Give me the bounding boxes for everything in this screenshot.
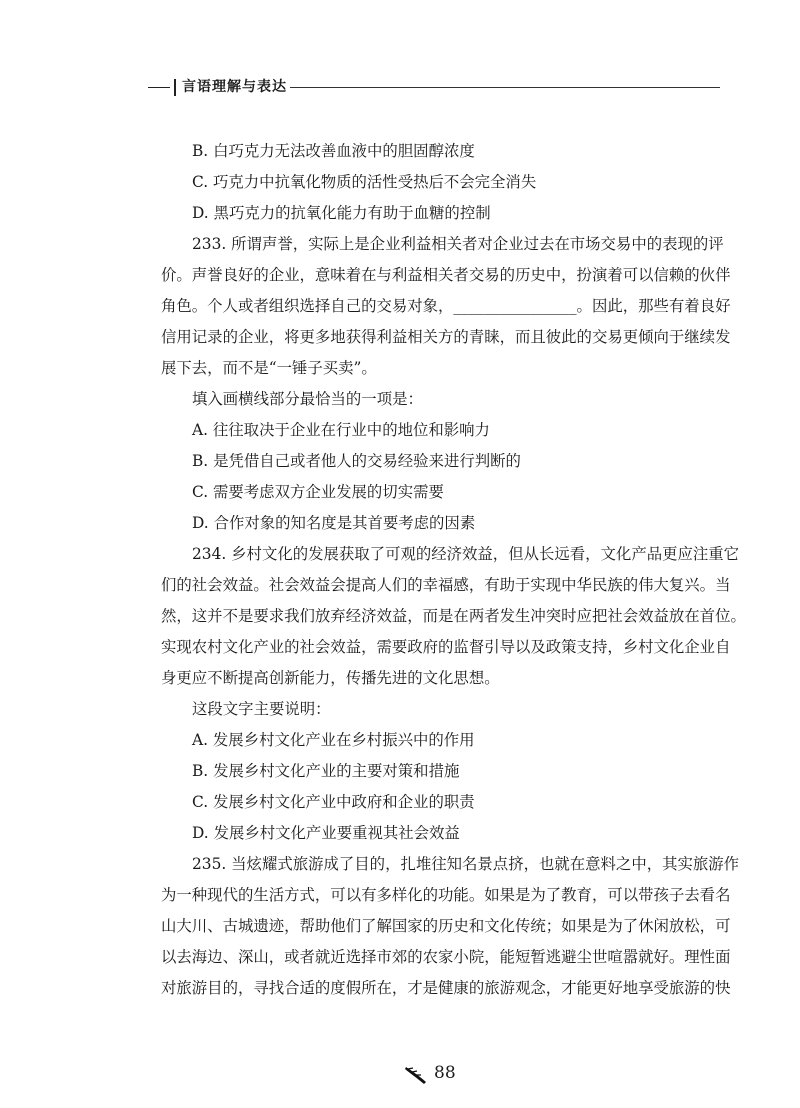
text-line: 山大川、古城遗迹，帮助他们了解国家的历史和文化传统；如果是为了休闲放松，可 bbox=[161, 917, 731, 935]
text-line: 然，这并不是要求我们放弃经济效益，而是在两者发生冲突时应把社会效益放在首位。 bbox=[161, 607, 746, 625]
text-line: 填入画横线部分最恰当的一项是： bbox=[192, 390, 423, 408]
text-line: C. 需要考虑双方企业发展的切实需要 bbox=[192, 483, 444, 501]
text-line: 对旅游目的，寻找合适的度假所在，才是健康的旅游观念，才能更好地享受旅游的快 bbox=[161, 979, 731, 997]
text-line: 233. 所谓声誉，实际上是企业利益相关者对企业过去在市场交易中的表现的评 bbox=[192, 235, 724, 253]
header-divider bbox=[174, 79, 176, 96]
text-line: D. 合作对象的知名度是其首要考虑的因素 bbox=[192, 514, 476, 532]
text-line: B. 是凭借自己或者他人的交易经验来进行判断的 bbox=[192, 452, 521, 470]
text-line: A. 发展乡村文化产业在乡村振兴中的作用 bbox=[192, 731, 475, 749]
text-line: 234. 乡村文化的发展获取了可观的经济效益，但从长远看，文化产品更应注重它 bbox=[192, 545, 740, 563]
page-body bbox=[161, 136, 746, 1004]
text-line: 信用记录的企业，将更多地获得利益相关方的青睐，而且彼此的交易更倾向于继续发 bbox=[161, 328, 731, 346]
text-line: 为一种现代的生活方式，可以有多样化的功能。如果是为了教育，可以带孩子去看名 bbox=[161, 886, 731, 904]
text-line: 实现农村文化产业的社会效益，需要政府的监督引导以及政策支持，乡村文化企业自 bbox=[161, 638, 731, 656]
feather-icon bbox=[404, 1065, 428, 1085]
text-line: C. 发展乡村文化产业中政府和企业的职责 bbox=[192, 793, 475, 811]
header-rule-left bbox=[148, 87, 170, 88]
text-line: 235. 当炫耀式旅游成了目的，扎堆往知名景点挤，也就在意料之中，其实旅游作 bbox=[192, 855, 740, 873]
text-line: 以去海边、深山，或者就近选择市郊的农家小院，能短暂逃避尘世喧嚣就好。理性面 bbox=[161, 948, 731, 966]
text-line: B. 发展乡村文化产业的主要对策和措施 bbox=[192, 762, 460, 780]
text-line: 展下去，而不是“一锤子买卖”。 bbox=[161, 359, 377, 377]
text-line: B. 白巧克力无法改善血液中的胆固醇浓度 bbox=[192, 142, 475, 160]
section-title: 言语理解与表达 bbox=[182, 79, 287, 95]
text-line: 这段文字主要说明： bbox=[192, 700, 331, 718]
page-number: 88 bbox=[434, 1063, 456, 1083]
text-line: 角色。个人或者组织选择自己的交易对象，________________。因此，那些有着良好 bbox=[161, 297, 731, 315]
text-line: 价。声誉良好的企业，意味着在与利益相关者交易的历史中，扮演着可以信赖的伙伴 bbox=[161, 266, 731, 284]
text-line: 身更应不断提高创新能力，传播先进的文化思想。 bbox=[161, 669, 500, 687]
header-rule bbox=[290, 87, 720, 88]
text-line: C. 巧克力中抗氧化物质的活性受热后不会完全消失 bbox=[192, 173, 537, 191]
text-line: D. 黑巧克力的抗氧化能力有助于血糖的控制 bbox=[192, 204, 491, 222]
text-line: D. 发展乡村文化产业要重视其社会效益 bbox=[192, 824, 460, 842]
text-line: A. 往往取决于企业在行业中的地位和影响力 bbox=[192, 421, 490, 439]
running-header bbox=[148, 78, 720, 98]
text-line: 们的社会效益。社会效益会提高人们的幸福感，有助于实现中华民族的伟大复兴。当 bbox=[161, 576, 731, 594]
